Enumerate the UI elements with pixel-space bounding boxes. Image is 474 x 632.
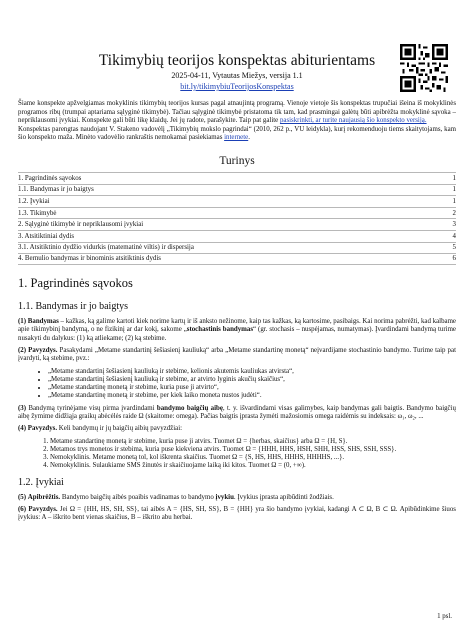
paragraph-6: (6) Pavyzdys. Jei Ω = {HH, HS, SH, SS}, tai aibės A = {HS, SH, SS}, B = {HH} yra šio bandymo įvykiai, kadangi A ⊂ Ω, B ⊂ Ω. Apibūdinkime šiuos įvykius: A – iškrito bent vienas skaičius, B – iškrito abu herbai. (18, 506, 456, 522)
toc-entry[interactable] (18, 184, 456, 196)
document-header (18, 0, 456, 100)
manuscript-link[interactable]: internete (224, 134, 249, 142)
document-meta: 2025-04-11, Vytautas Miežys, versija 1.1 (171, 71, 303, 80)
document-title: Tikimybių teorijos konspektas abiturientams (98, 52, 376, 69)
list-item: 2. Metamos trys monetos ir stebima, kuria puse kiekviena atvirs. Tuomet Ω = {HHH, HHS, HSH, SHH, HSS, SHS, SSH, SSS}. (50, 446, 456, 454)
example-bullet-list (48, 368, 456, 401)
toc-entry-page: 2 (452, 209, 456, 217)
latest-version-link[interactable]: pasiskrinkti, ar turite naujausią šio konspekto versiją. (279, 117, 427, 125)
list-item: • „Metame standartinį šešiasienį kauliuką ir stebime, ar atvirto lyginis akučių skaičius“, (48, 376, 456, 384)
toc-entry-page: 4 (452, 232, 456, 240)
toc-entry-page: 6 (452, 255, 456, 263)
toc-entry[interactable] (18, 230, 456, 242)
toc-entry[interactable] (18, 253, 456, 265)
toc-entry[interactable] (18, 242, 456, 254)
list-item: 1. Metame standartinę monetą ir stebime, kuria puse ji atvirs. Tuomet Ω = {herbas, skaičius} arba Ω = {H, S}. (50, 438, 456, 446)
document-short-link[interactable]: bit.ly/tikimybiuTeorijosKonspektas (180, 82, 294, 91)
qr-code-icon (400, 44, 448, 92)
toc-entry-page: 5 (452, 244, 456, 252)
document-link-line (18, 82, 456, 91)
example-numbered-list (50, 438, 456, 471)
toc-entry-label: 4. Bernulio bandymas ir binominis atsitiktinis dydis (18, 255, 161, 263)
paragraph-2: (2) Pavyzdys. Pasakydami „Metame standartinį šešiasienį kauliuką“ arba „Metame standartinę monetą“ neįvardijame stochastinio bandymo. Turime taip pat įvardyti, ką stebime, pvz.: (18, 346, 456, 363)
table-of-contents (18, 172, 456, 265)
list-item: 3. Nemokyklinis. Metame monetą tol, kol iškrenta skaičius. Tuomet Ω = {S, HS, HHS, HHHS, HHHHS, ...}. (50, 454, 456, 462)
intro-paragraph-2: Konspektas parengtas naudojant V. Stakeno vadovėlį „Tikimybių mokslo pagrindai“ (2010, 262 p., VU leidykla), kurį rekomenduoju tiems skaitytojams, kam šio konspekto maža. Minėto vadovėlio rankraštis nemokamai pasiekiamas internete. (18, 125, 456, 142)
introduction (18, 100, 456, 143)
toc-heading: Turinys (219, 154, 255, 167)
page-number: 1 psl. (437, 613, 452, 620)
subsection-title: 1.2. Įvykiai (18, 476, 64, 488)
paragraph-3: (3) Bandymą tyrinėjame visų pirma įvardindami bandymo baigčių aibę, t. y. išvardindami visas galimybes, kaip bandymas gali baigtis. Bandymo baigčių aibę žymime didžiąja graikų abėcėlės raide Ω (skaitome: omega). Pačias baigtis įprasta žymėti mažosiomis omega raidėmis su indeksais: ω₁, ω₂, ... (18, 404, 456, 420)
paragraph-5: (5) Apibrėžtis. Bandymo baigčių aibės poaibis vadinamas to bandymo įvykiu. Įvykius įprasta apibūdinti žodžiais. (18, 493, 334, 501)
section-title: 1. Pagrindinės sąvokos (18, 275, 133, 290)
paragraph-4: (4) Pavyzdys. Keli bandymų ir jų baigčių aibių pavyzdžiai: (18, 425, 183, 433)
toc-entry-label: 3.1. Atsitiktinio dydžio vidurkis (matematinė viltis) ir dispersija (18, 244, 194, 252)
toc-entry-label: 3. Atsitiktiniai dydis (18, 232, 75, 240)
toc-entry[interactable] (18, 218, 456, 230)
list-item: • „Metame standartinę monetą ir stebime, kuria puse ji atvirto“, (48, 384, 456, 392)
toc-entry-label: 1.2. Įvykiai (18, 197, 50, 205)
paragraph-1: (1) Bandymas – kažkas, ką galime kartoti kiek norime kartų ir iš anksto nežinome, kaip tas kažkas, ką kartosime, pasibaigs. Kai norima pabrėžti, kad kalbame apie tikimybinį bandymą, o ne fizikinį ar dar kokį, sakome „stochastinis bandymas“ (gr. stochasis – nuspėjamas, numatymas). Įvardindami bandymą turime nusakyti du dalykus: (1) ką atliekame; (2) ką stebime. (18, 317, 456, 342)
subsection-title: 1.1. Bandymas ir jo baigtys (18, 300, 128, 312)
list-item: • „Metame standartinį šešiasienį kauliuką ir stebime, kelionis akutemis kauliukas atvirsta“, (48, 368, 456, 376)
toc-entry-label: 1.1. Bandymas ir jo baigtys (18, 186, 94, 194)
list-item: 4. Nemokyklinis. Sulaukiame SMS žinutės ir skaičiuojame laiką iki kitos. Tuomet Ω = (0, +∞). (50, 462, 456, 470)
toc-entry-label: 1. Pagrindinės sąvokos (18, 174, 82, 182)
toc-entry-label: 1.3. Tikimybė (18, 209, 57, 217)
toc-entry[interactable] (18, 207, 456, 219)
toc-entry-page: 1 (452, 186, 456, 194)
toc-entry-page: 1 (452, 197, 456, 205)
toc-entry-label: 2. Sąlyginė tikimybė ir nepriklausomi įvykiai (18, 221, 144, 229)
intro-paragraph-1: Šiame konspekte apžvelgiamas mokyklinis tikimybių teorijos kursas pagal atnaujintą programą. Vienoje vietoje šis konspektas trupučiai išeina iš mokyklinės programos ribų (trumpai aptariama sąlyginė tikimybė). Tačiau sąlyginė tikimybė pristatoma tik tam, kad prasmingai galėtų būti apibrėžta mokyklinė sąvoka – nepriklausomi įvykiai. Konspekte gali būti likę klaidų. Jei jų radote, parašykite. Taip pat galite pasiskrinkti, ar turite naujausią šio konspekto versiją. (18, 100, 456, 125)
toc-entry-page: 3 (452, 221, 456, 229)
toc-entry[interactable] (18, 195, 456, 207)
toc-entry-page: 1 (452, 174, 456, 182)
list-item: • „Metame standartinę monetą ir stebime, per kiek laiko moneta nustos judėti“. (48, 392, 456, 400)
toc-entry[interactable] (18, 172, 456, 184)
